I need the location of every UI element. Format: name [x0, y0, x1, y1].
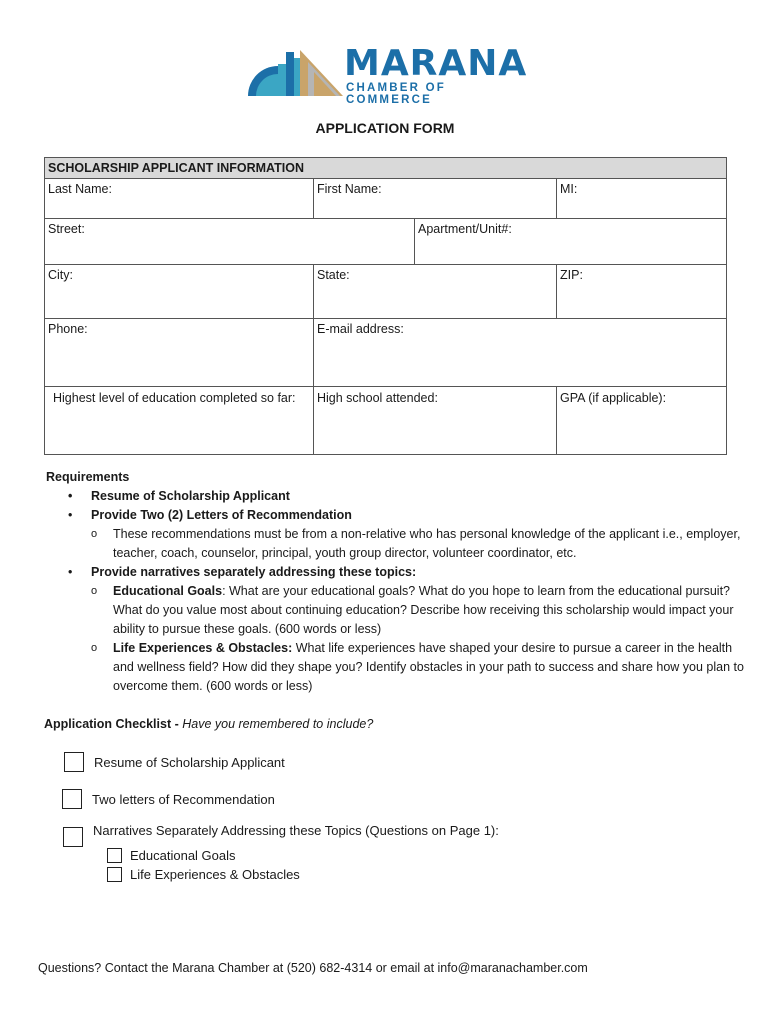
phone-label: Phone: [48, 322, 88, 336]
marana-logo-mark-icon [248, 44, 343, 96]
form-title: APPLICATION FORM [315, 120, 455, 136]
footer-contact: Questions? Contact the Marana Chamber at (520) 682-4314 or email at info@maranachamber.com [38, 961, 588, 975]
requirements-title: Requirements [46, 470, 130, 484]
zip-label: ZIP: [560, 268, 583, 282]
list-item [46, 525, 746, 563]
requirement-narratives: Provide narratives separately addressing these topics: [91, 565, 417, 579]
street-label: Street: [48, 222, 85, 236]
logo-subtitle: CHAMBER OF COMMERCE [346, 82, 446, 106]
checklist-title [44, 717, 373, 731]
checklist-label: Narratives Separately Addressing these Topics (Questions on Page 1): [93, 822, 499, 838]
list-item [46, 582, 746, 639]
checkbox[interactable] [64, 752, 84, 772]
city-label: City: [48, 268, 73, 282]
apartment-field[interactable] [415, 219, 727, 265]
checklist-title-italic: Have you remembered to include? [182, 717, 374, 731]
checklist-title-bold: Application Checklist - [44, 717, 183, 731]
goals-label: Educational Goals [113, 584, 223, 598]
mi-label: MI: [560, 182, 578, 196]
state-label: State: [317, 268, 350, 282]
applicant-info-table [44, 157, 727, 455]
high-school-label: High school attended: [317, 391, 438, 405]
apartment-label: Apartment/Unit#: [418, 222, 512, 236]
list-item [46, 563, 746, 696]
first-name-label: First Name: [317, 182, 382, 196]
list-item [46, 639, 746, 696]
last-name-field[interactable] [45, 179, 314, 219]
checklist-label: Two letters of Recommendation [92, 791, 275, 807]
checklist-label: Resume of Scholarship Applicant [94, 754, 285, 770]
life-text: What life experiences have shaped your desire to pursue a career in the health and wellness field? How did they shape you? Identify obstacles in your path to success and share how you plan to overcome them. (600 words or less) [113, 641, 744, 693]
phone-field[interactable] [45, 319, 314, 387]
list-item [46, 487, 746, 506]
gpa-field[interactable] [557, 387, 727, 455]
education-label: Highest level of education completed so far: [53, 391, 296, 405]
city-field[interactable] [45, 265, 314, 319]
zip-field[interactable] [557, 265, 727, 319]
chamber-logo [248, 43, 528, 106]
state-field[interactable] [314, 265, 557, 319]
requirements-list [46, 487, 746, 696]
logo-title: MARANA [344, 43, 528, 84]
goals-text: : What are your educational goals? What do you hope to learn from the educational pursuit? What do you value most about continuing education? Describe how receiving this scholarship would impact your ability to pursue these goals. (600 words or less) [113, 584, 734, 636]
life-label: Life Experiences & Obstacles: [113, 641, 293, 655]
email-field[interactable] [314, 319, 727, 387]
gpa-label: GPA (if applicable): [560, 391, 667, 405]
checkbox[interactable] [107, 848, 122, 863]
checkbox[interactable] [107, 867, 122, 882]
checklist-item-narratives[interactable] [63, 822, 499, 847]
email-label: E-mail address: [317, 322, 404, 336]
list-item [46, 506, 746, 563]
last-name-label: Last Name: [48, 182, 112, 196]
education-field[interactable] [45, 387, 314, 455]
checklist-item-letters[interactable] [62, 789, 275, 809]
checkbox[interactable] [63, 827, 83, 847]
high-school-field[interactable] [314, 387, 557, 455]
first-name-field[interactable] [314, 179, 557, 219]
letters-description: These recommendations must be from a non-relative who has personal knowledge of the applicant i.e., employer, teacher, coach, counselor, principal, youth group director, volunteer coordinator, etc. [113, 527, 741, 560]
requirement-resume: Resume of Scholarship Applicant [91, 489, 290, 503]
requirements-section [46, 468, 746, 696]
checklist-item-resume[interactable] [64, 752, 285, 772]
checkbox[interactable] [62, 789, 82, 809]
mi-field[interactable] [557, 179, 727, 219]
checklist-label: Life Experiences & Obstacles [130, 867, 300, 882]
table-header: SCHOLARSHIP APPLICANT INFORMATION [45, 158, 727, 179]
checklist-label: Educational Goals [130, 848, 236, 863]
checklist-subitem-life[interactable] [107, 867, 300, 882]
requirement-letters: Provide Two (2) Letters of Recommendation [91, 508, 352, 522]
street-field[interactable] [45, 219, 415, 265]
checklist-subitem-goals[interactable] [107, 848, 236, 863]
